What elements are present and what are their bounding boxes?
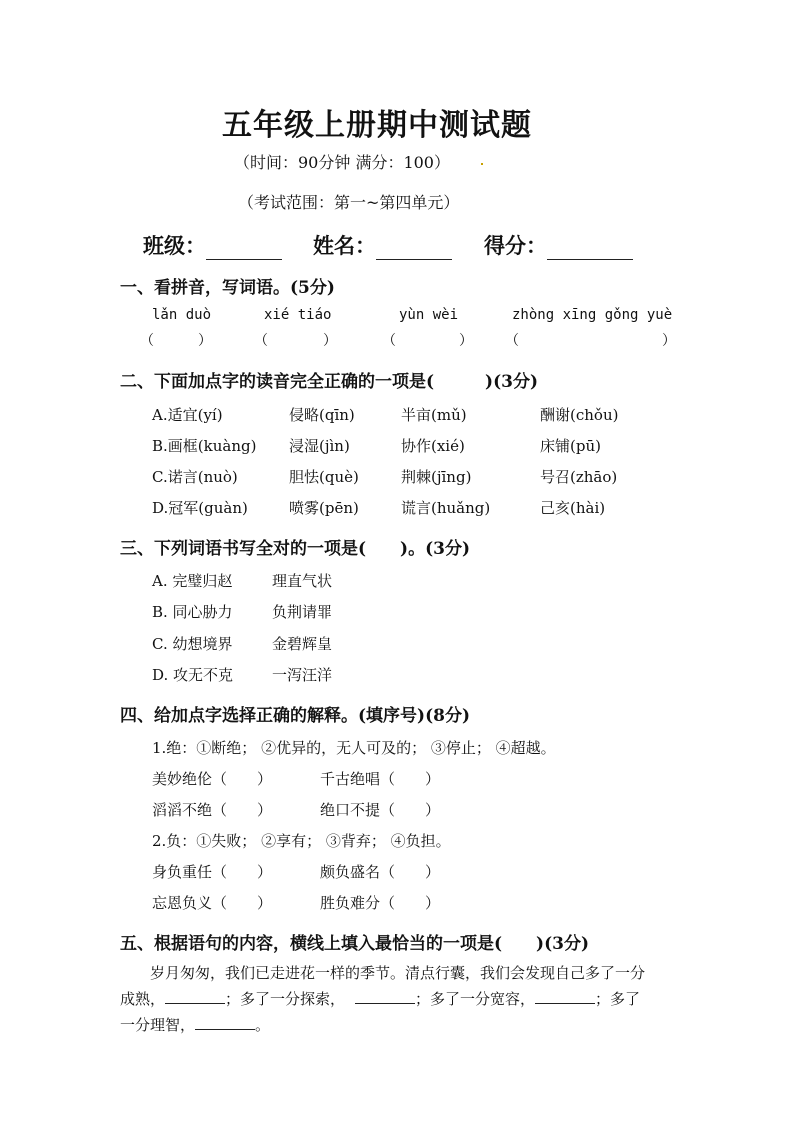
fill-blank-3[interactable]: [535, 989, 595, 1004]
jue-item-1[interactable]: 美妙绝伦（ ）: [152, 770, 273, 788]
para-text: ；多了一分探索，: [225, 990, 346, 1008]
fu-item-1[interactable]: 身负重任（ ）: [152, 863, 273, 881]
s3-option-c-1: C. 幼想境界: [152, 635, 233, 653]
para-text: ；多了: [595, 990, 641, 1008]
s3-option-a-1: A. 完璧归赵: [152, 572, 233, 590]
class-blank[interactable]: [206, 241, 282, 260]
para-text: ；多了一分宽容，: [415, 990, 536, 1008]
pinyin-2: xié tiáo: [264, 307, 332, 323]
pinyin-4: zhòng xīng gǒng yuè: [512, 307, 673, 323]
para-text: 成熟，: [120, 990, 166, 1008]
jue-item-4[interactable]: 绝口不提（ ）: [320, 801, 441, 819]
option-b-word-2: 浸湿(jìn): [289, 437, 350, 455]
option-c-word-1: C.诺言(nuò): [152, 468, 238, 486]
answer-bracket-4-open[interactable]: （: [505, 333, 519, 349]
section-5-heading: 五、根据语句的内容，横线上填入最恰当的一项是( )(3分): [120, 934, 590, 954]
stray-mark: [481, 163, 483, 165]
answer-bracket-4-close: ）: [662, 333, 676, 349]
option-a-word-1: A.适宜(yí): [152, 406, 223, 424]
option-b-word-4: 床铺(pū): [540, 437, 601, 455]
option-c-word-4: 号召(zhāo): [540, 468, 618, 486]
section-2-heading: 二、下面加点字的读音完全正确的一项是( )(3分): [120, 372, 539, 392]
fu-item-3[interactable]: 忘恩负义（ ）: [152, 894, 273, 912]
para-line-1: 岁月匆匆，我们已走进花一样的季节。清点行囊，我们会发现自己多了一分: [150, 964, 646, 982]
s3-option-a-2: 理直气状: [272, 572, 333, 590]
score-field: [484, 230, 633, 260]
option-b-word-3: 协作(xié): [401, 437, 465, 455]
pinyin-1: lǎn duò: [152, 307, 212, 323]
option-d-word-2: 喷雾(pēn): [289, 499, 359, 517]
fu-definitions: 2.负：①失败； ②享有； ③背弃； ④负担。: [152, 832, 451, 850]
answer-bracket-2-close: ）: [323, 333, 337, 349]
para-line-2: [120, 986, 680, 1012]
answer-bracket-2-open[interactable]: （: [254, 333, 268, 349]
score-blank[interactable]: [547, 241, 633, 260]
para-text: 。: [255, 1016, 271, 1034]
s3-option-d-1: D. 攻无不克: [152, 666, 234, 684]
option-d-word-3: 谎言(huǎng): [401, 499, 491, 517]
name-label: 姓名：: [313, 233, 376, 258]
fu-item-4[interactable]: 胜负难分（ ）: [320, 894, 441, 912]
option-c-word-2: 胆怯(què): [289, 468, 359, 486]
jue-definitions: 1.绝：①断绝； ②优异的，无人可及的； ③停止； ④超越。: [152, 739, 556, 757]
fill-blank-1[interactable]: [165, 989, 225, 1004]
score-label: 得分：: [484, 233, 547, 258]
pinyin-3: yùn wèi: [399, 307, 459, 323]
time-info: （时间：90分钟 满分：100）: [234, 153, 450, 172]
option-d-word-1: D.冠军(guàn): [152, 499, 248, 517]
fill-blank-4[interactable]: [195, 1015, 255, 1030]
fill-blank-2[interactable]: [355, 989, 415, 1004]
option-a-word-3: 半亩(mǔ): [401, 406, 467, 424]
section-3-heading: 三、下列词语书写全对的一项是( )。(3分): [120, 539, 471, 559]
class-field: [143, 230, 282, 260]
section-5-paragraph: [120, 960, 680, 1038]
option-a-word-4: 酬谢(chǒu): [540, 406, 619, 424]
page-title: 五年级上册期中测试题: [222, 108, 532, 143]
para-text: 一分理智，: [120, 1016, 196, 1034]
class-label: 班级：: [143, 233, 206, 258]
s3-option-d-2: 一泻汪洋: [272, 666, 333, 684]
para-line-3: [120, 1012, 680, 1038]
s3-option-b-2: 负荆请罪: [272, 603, 333, 621]
answer-bracket-1-close: ）: [198, 333, 212, 349]
jue-item-2[interactable]: 千古绝唱（ ）: [320, 770, 441, 788]
s3-option-c-2: 金碧辉皇: [272, 635, 333, 653]
answer-bracket-1-open[interactable]: （: [140, 333, 154, 349]
name-blank[interactable]: [376, 241, 452, 260]
option-c-word-3: 荆棘(jīng): [401, 468, 472, 486]
name-field: [313, 230, 452, 260]
section-1-heading: 一、看拼音，写词语。(5分): [120, 278, 335, 298]
option-d-word-4: 己亥(hài): [540, 499, 606, 517]
answer-bracket-3-close: ）: [459, 333, 473, 349]
option-b-word-1: B.画框(kuàng): [152, 437, 257, 455]
fu-item-2[interactable]: 颇负盛名（ ）: [320, 863, 441, 881]
exam-scope: （考试范围：第一~第四单元）: [238, 193, 460, 212]
jue-item-3[interactable]: 滔滔不绝（ ）: [152, 801, 273, 819]
option-a-word-2: 侵略(qīn): [289, 406, 355, 424]
answer-bracket-3-open[interactable]: （: [382, 333, 396, 349]
s3-option-b-1: B. 同心胁力: [152, 603, 233, 621]
section-4-heading: 四、给加点字选择正确的解释。(填序号)(8分): [120, 706, 471, 726]
